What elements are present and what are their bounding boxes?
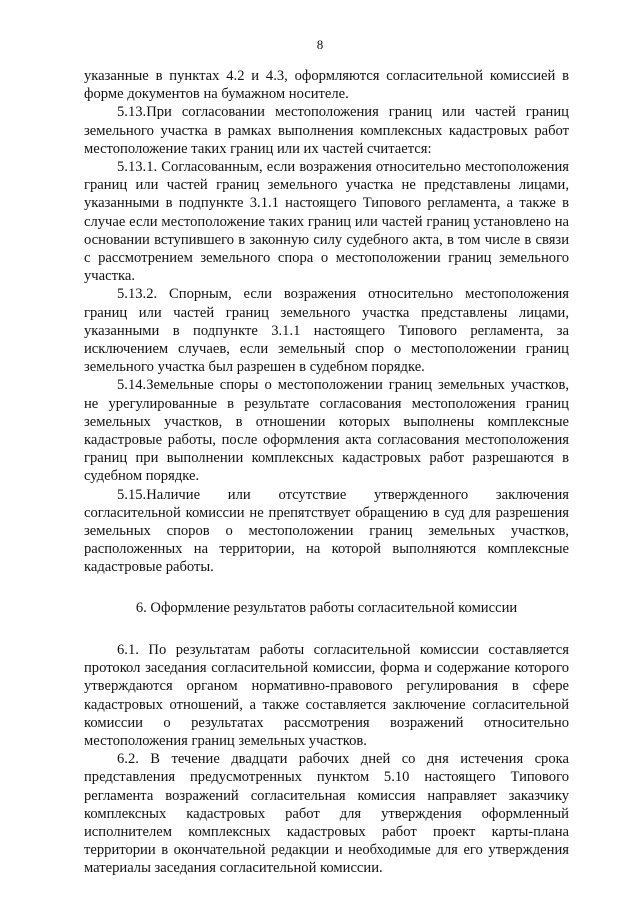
paragraph-5-13: 5.13.При согласовании местоположения границ или частей границ земельного участка в рамках выполнения комплексных кадастровых работ местоположение таких границ или их частей считается: [84,104,569,157]
paragraph-5-13-1: 5.13.1. Согласованным, если возражения относительно местоположения границ или частей границ земельного участка не представлены лицами, указанными в подпункте 3.1.1 настоящего Типового регламента, а также в случае если местоположение таких границ или частей границ установлено на основании вступившего в законную силу судебного акта, в том числе в связи с рассмотрением земельного спора о местоположении границ земельного участка. [84,159,569,285]
paragraph-5-13-2: 5.13.2. Спорным, если возражения относительно местоположения границ или частей границ земельного участка представлены лицами, указанными в подпункте 3.1.1 настоящего Типового регламента, за исключением случаев, если земельный спор о местоположении границ земельного участка был разрешен в судебном порядке. [84,286,569,376]
document-body [84,67,569,878]
paragraph-5-14: 5.14.Земельные споры о местоположении границ земельных участков, не урегулированные в результате согласования местоположения границ земельных участков, в отношении которых выполнены комплексные кадастровые работы, после оформления акта согласования местоположения границ при выполнении комплексных кадастровых работ разрешаются в судебном порядке. [84,377,569,485]
paragraph-6-1: 6.1. По результатам работы согласительной комиссии составляется протокол заседания согласительной комиссии, форма и содержание которого утверждаются органом нормативно-правового регулирования в сфере кадастровых отношений, а также составляется заключение согласительной комиссии о результатах рассмотрения возражений относительно местоположения границ земельных участков. [84,641,569,749]
paragraph-continuation: указанные в пунктах 4.2 и 4.3, оформляются согласительной комиссией в форме документов на бумажном носителе. [84,68,569,103]
section-heading: 6. Оформление результатов работы согласительной комиссии [135,599,518,616]
paragraph-5-15: 5.15.Наличие или отсутствие утвержденного заключения согласительной комиссии не препятствует обращению в суд для разрешения земельных споров о местоположении границ земельных участков, расположенных на территории, на которой выполняются комплексные кадастровые работы. [84,486,569,576]
paragraph-6-2: 6.2. В течение двадцати рабочих дней со дня истечения срока представления предусмотренных пунктом 5.10 настоящего Типового регламента возражений согласительная комиссия направляет заказчику комплексных кадастровых работ для утверждения оформленный исполнителем комплексных кадастровых работ проект карты-плана территории в окончательной редакции и необходимые для его утверждения материалы заседания согласительной комиссии. [84,751,569,877]
page-number: 8 [316,37,324,52]
